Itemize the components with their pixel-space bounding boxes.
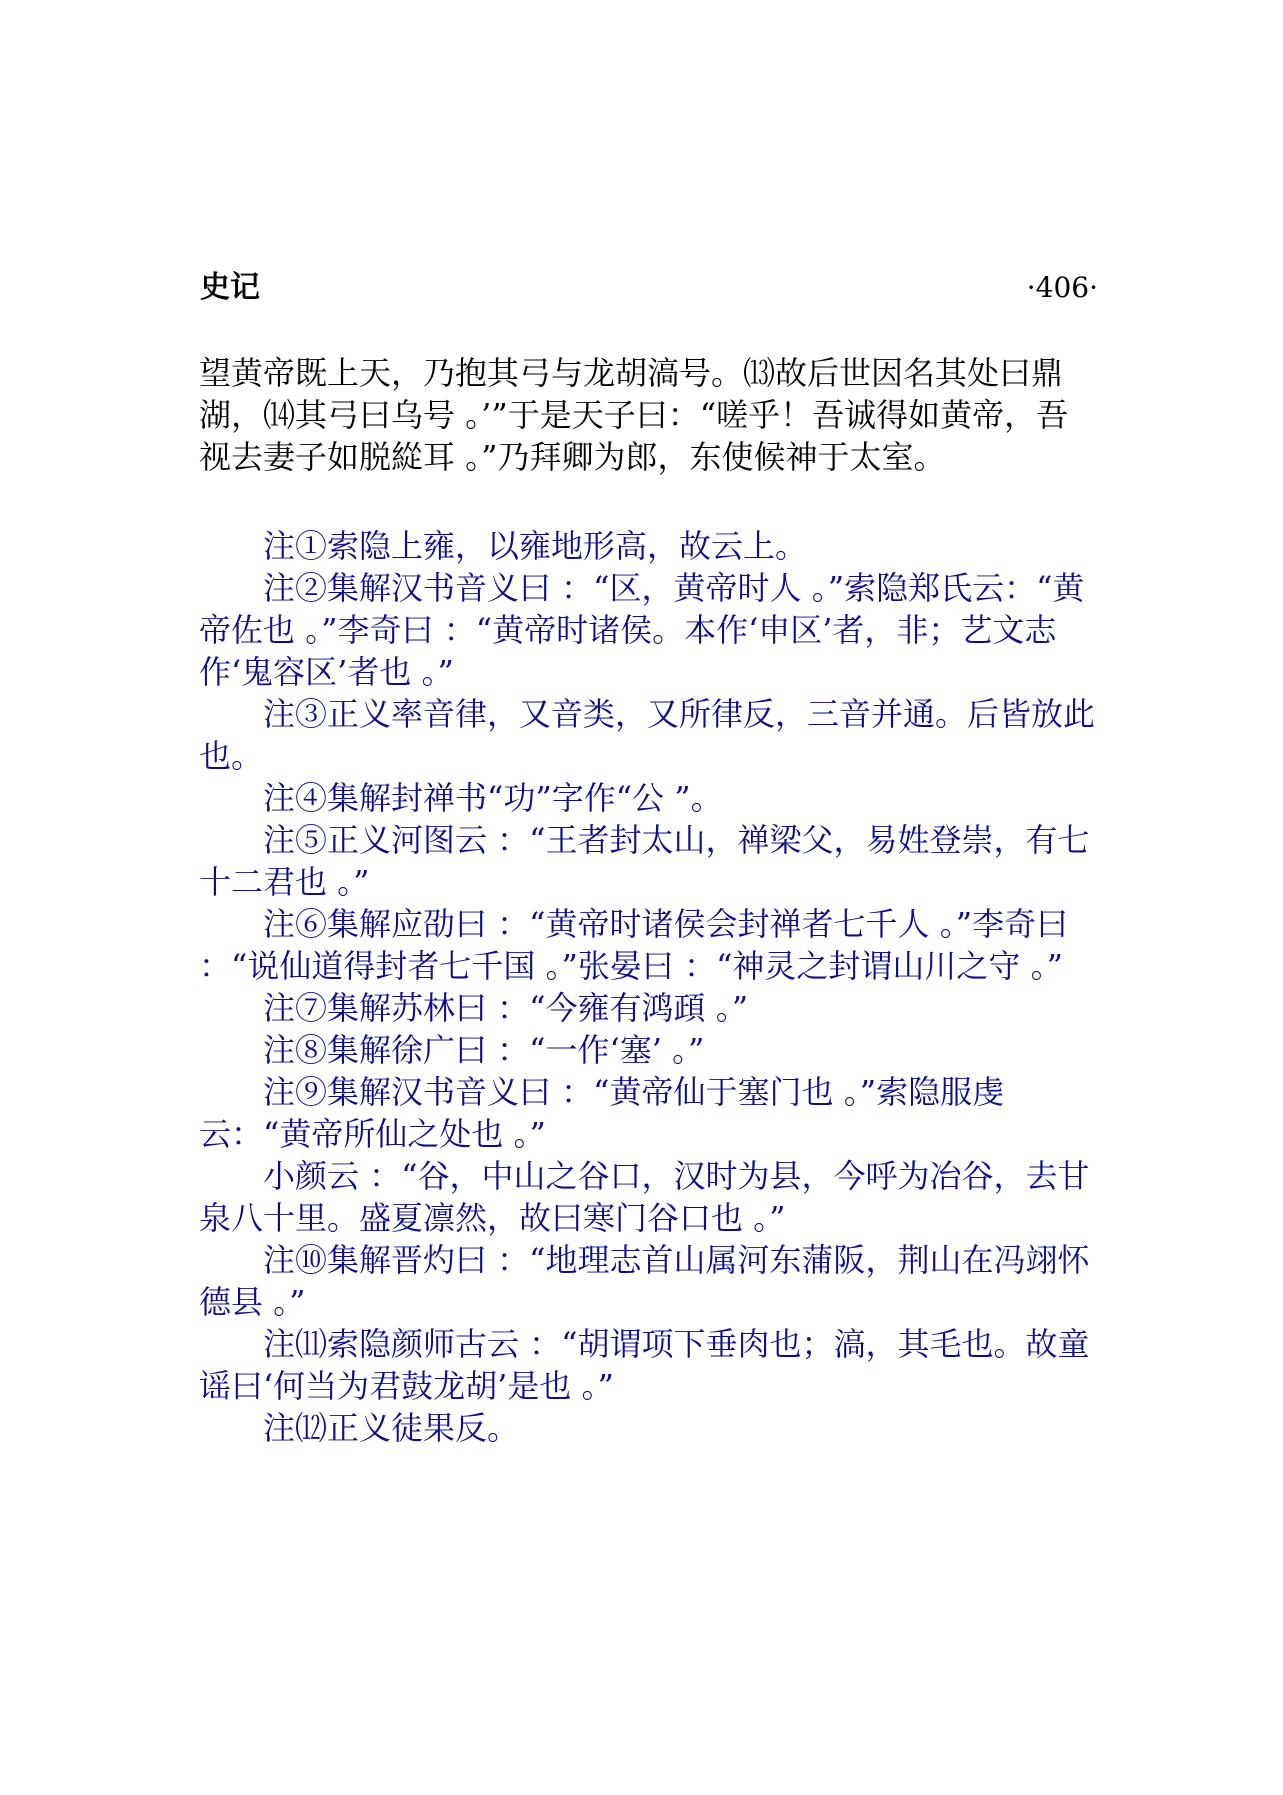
note-6: 注⑥集解应劭曰 ：“黄帝时诸侯会封禅者七千人 。”李奇曰 ：“说仙道得封者七千国 。”张晏曰 ：“神灵之封谓山川之守 。” xyxy=(199,905,1069,985)
note-9: 注⑨集解汉书音义曰 ：“黄帝仙于塞门也 。”索隐服虔云：“黄帝所仙之处也 。” xyxy=(199,1073,1005,1153)
note-9-continued: 小颜云 ：“谷，中山之谷口，汉时为县，今呼为冶谷，去甘泉八十里。盛夏凛然，故曰寒门谷口也 。” xyxy=(199,1157,1090,1237)
note-11: 注⑾索隐颜师古云 ：“胡谓项下垂肉也；滈，其毛也。故童谣曰‘何当为君鼓龙胡’是也 。” xyxy=(199,1325,1090,1405)
page-number: ·406· xyxy=(1026,271,1098,304)
notes-section xyxy=(199,525,1099,1449)
note-2: 注②集解汉书音义曰 ：“区，黄帝时人 。”索隐郑氏云：“黄帝佐也 。”李奇曰 ：“黄帝时诸侯。本作‘申区’者，非；艺文志作‘鬼容区’者也 。” xyxy=(199,569,1085,691)
main-paragraph: 望黄帝既上天，乃抱其弓与龙胡滈号。⒀故后世因名其处曰鼎湖，⒁其弓曰乌号 。’”于是天子曰：“嗟乎！吾诚得如黄帝，吾视去妻子如脱緃耳 。”乃拜卿为郎，东使候神于太室。 xyxy=(199,354,1069,476)
book-title: 史记 xyxy=(200,270,260,305)
note-4: 注④集解封禅书“功”字作“公 ”。 xyxy=(263,779,723,817)
note-1: 注①索隐上雍，以雍地形高，故云上。 xyxy=(263,527,808,565)
running-header xyxy=(200,268,1098,308)
note-10: 注⑩集解晋灼曰 ：“地理志首山属河东蒲阪，荆山在冯翊怀德县 。” xyxy=(199,1241,1090,1321)
note-12: 注⑿正义徒果反。 xyxy=(263,1409,520,1447)
note-5: 注⑤正义河图云 ：“王者封太山，禅梁父，易姓登崇，有七十二君也 。” xyxy=(199,821,1090,901)
note-8: 注⑧集解徐广曰 ：“一作‘塞’ 。” xyxy=(263,1031,705,1069)
note-3: 注③正义率音律，又音类，又所律反，三音并通。后皆放此也。 xyxy=(199,695,1096,775)
note-7: 注⑦集解苏林曰 ：“今雍有鸿頙 。” xyxy=(263,989,749,1027)
main-text-block xyxy=(199,352,1099,478)
